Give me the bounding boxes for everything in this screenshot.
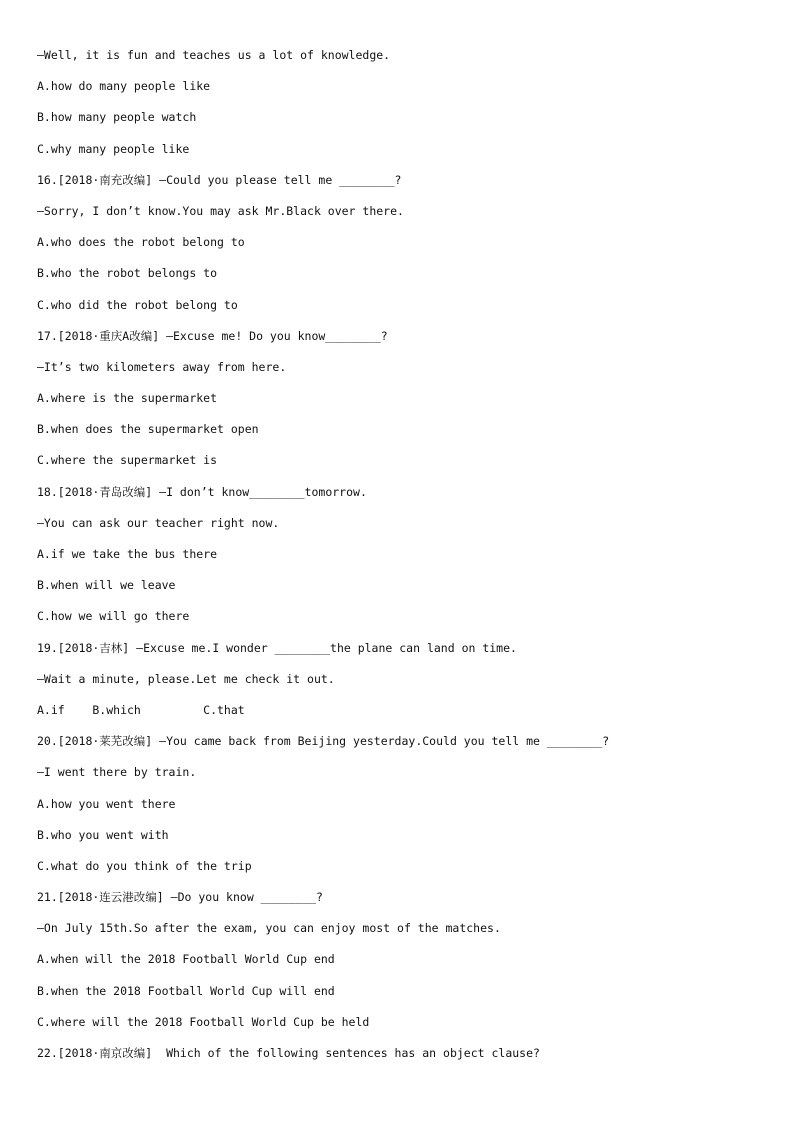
answer-option: A.if we take the bus there bbox=[37, 547, 218, 561]
answer-option: C.how we will go there bbox=[37, 609, 190, 624]
question-16: 16.[2018·南充改编] —Could you please tell me ________? bbox=[37, 172, 402, 187]
question-17: 17.[2018·重庆A改编] —Excuse me! Do you know________? bbox=[37, 328, 388, 343]
question-22: 22.[2018·南京改编] Which of the following sentences has an object clause? bbox=[37, 1046, 540, 1060]
answer-option: A.how do many people like bbox=[37, 79, 211, 94]
answer-option: B.who you went with bbox=[37, 827, 169, 842]
dialogue-line: —Sorry, I don’t know.You may ask Mr.Black over there. bbox=[37, 203, 404, 218]
answer-option: B.when does the supermarket open bbox=[37, 422, 259, 437]
answer-option: A.who does the robot belong to bbox=[37, 235, 245, 250]
answer-option: B.how many people watch bbox=[37, 110, 197, 125]
answer-option: A.how you went there bbox=[37, 796, 176, 811]
answer-option: A.where is the supermarket bbox=[37, 391, 218, 406]
answer-option: B.when will we leave bbox=[37, 578, 176, 593]
dialogue-line: —Wait a minute, please.Let me check it out. bbox=[37, 671, 335, 686]
answer-options-inline: A.if B.which C.that bbox=[37, 702, 245, 717]
question-18: 18.[2018·青岛改编] —I don’t know________tomorrow. bbox=[37, 484, 367, 499]
question-19: 19.[2018·吉林] —Excuse me.I wonder ________the plane can land on time. bbox=[37, 640, 517, 655]
answer-option: A.when will the 2018 Football World Cup end bbox=[37, 952, 335, 967]
answer-option: C.why many people like bbox=[37, 141, 190, 156]
answer-option: C.where will the 2018 Football World Cup be held bbox=[37, 1014, 370, 1029]
question-21: 21.[2018·连云港改编] —Do you know ________? bbox=[37, 890, 323, 905]
question-20: 20.[2018·莱芜改编] —You came back from Beijing yesterday.Could you tell me ________? bbox=[37, 734, 610, 749]
dialogue-line: —It’s two kilometers away from here. bbox=[37, 359, 287, 374]
answer-option: C.where the supermarket is bbox=[37, 453, 218, 468]
dialogue-line: —I went there by train. bbox=[37, 765, 197, 780]
answer-option: C.who did the robot belong to bbox=[37, 297, 238, 312]
answer-option: C.what do you think of the trip bbox=[37, 858, 252, 873]
dialogue-line: —On July 15th.So after the exam, you can enjoy most of the matches. bbox=[37, 921, 501, 936]
dialogue-line: —You can ask our teacher right now. bbox=[37, 515, 280, 530]
answer-option: B.when the 2018 Football World Cup will end bbox=[37, 983, 335, 998]
document-page bbox=[37, 44, 757, 1073]
dialogue-line: —Well, it is fun and teaches us a lot of knowledge. bbox=[37, 48, 391, 62]
answer-option: B.who the robot belongs to bbox=[37, 266, 218, 281]
